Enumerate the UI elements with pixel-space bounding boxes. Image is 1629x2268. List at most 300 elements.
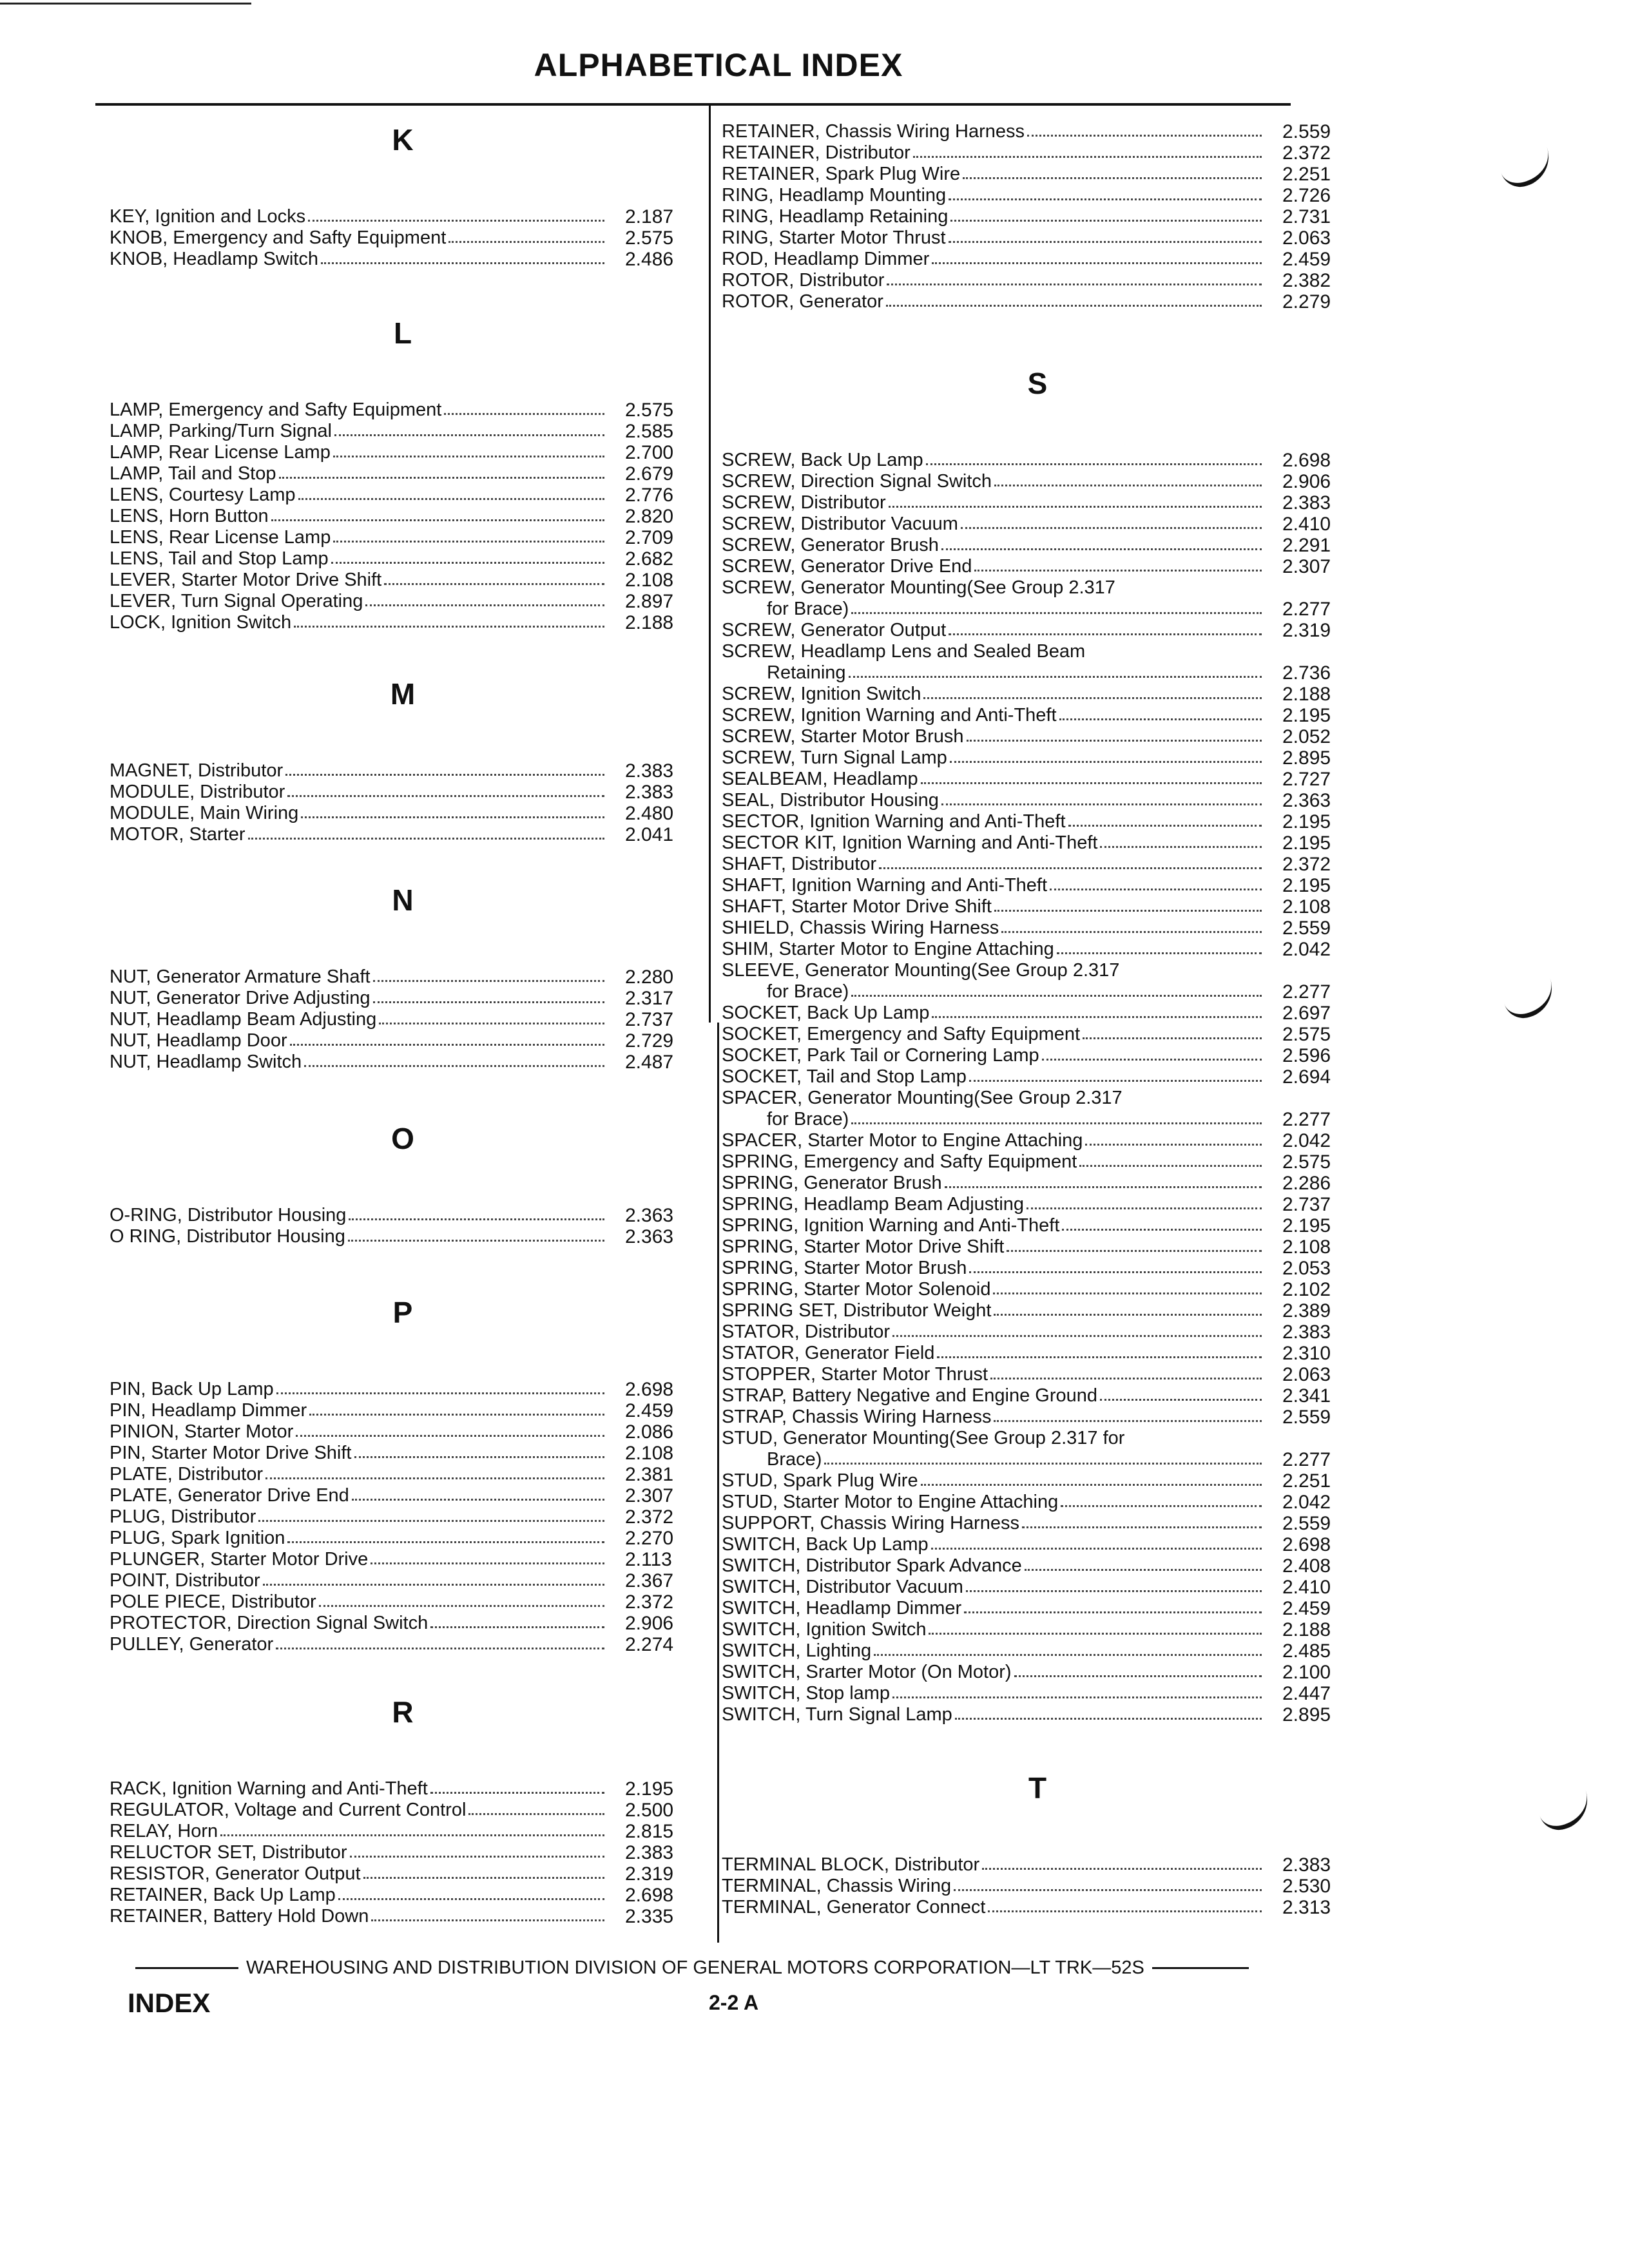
entry-label: SCREW, Generator Output — [722, 620, 947, 640]
index-entry — [722, 556, 1353, 577]
entry-label: SPRING, Starter Motor Drive Shift — [722, 1236, 1005, 1257]
entry-page-number: 2.410 — [1282, 514, 1331, 535]
entry-page-number: 2.277 — [1282, 981, 1331, 1003]
index-entry — [722, 620, 1353, 641]
entry-page-number: 2.697 — [1282, 1003, 1331, 1024]
leader-dots — [926, 463, 1262, 465]
entry-label: SOCKET, Back Up Lamp — [722, 1003, 930, 1023]
leader-dots — [963, 177, 1262, 179]
leader-dots — [1079, 1164, 1262, 1167]
entry-label: for Brace) — [767, 599, 849, 619]
index-entry — [722, 121, 1353, 142]
entry-label: STATOR, Distributor — [722, 1321, 891, 1342]
entry-label: TERMINAL BLOCK, Distributor — [722, 1854, 980, 1875]
index-entry — [110, 1528, 696, 1549]
entry-label: MOTOR, Starter — [110, 824, 246, 845]
leader-dots — [1007, 1249, 1262, 1252]
entry-page-number: 2.709 — [625, 527, 674, 548]
entry-page-number: 2.776 — [625, 485, 674, 506]
leader-dots — [849, 675, 1262, 678]
entry-page-number: 2.383 — [625, 760, 674, 782]
entry-label: SCREW, Distributor — [722, 492, 886, 513]
leader-dots — [889, 505, 1262, 508]
entry-label: SECTOR, Ignition Warning and Anti-Theft — [722, 811, 1066, 832]
entry-page-number: 2.485 — [1282, 1640, 1331, 1662]
leader-dots — [350, 1855, 605, 1858]
entry-label: SPRING, Headlamp Beam Adjusting — [722, 1194, 1025, 1215]
entry-label: PLATE, Generator Drive End — [110, 1485, 349, 1506]
entry-page-number: 2.274 — [625, 1634, 674, 1655]
index-entry — [722, 1876, 1353, 1897]
leader-dots — [931, 1547, 1262, 1550]
entry-label: SCREW, Direction Signal Switch — [722, 471, 992, 492]
index-section — [722, 1771, 1353, 1918]
leader-dots — [373, 1001, 604, 1003]
leader-dots — [444, 412, 604, 415]
entry-page-number: 2.383 — [625, 782, 674, 803]
column-divider — [717, 1023, 719, 1943]
leader-dots — [969, 1079, 1262, 1082]
leader-dots — [932, 262, 1262, 264]
section-letter: P — [392, 1296, 413, 1329]
leader-dots — [990, 1377, 1262, 1379]
entry-label: TERMINAL, Generator Connect — [722, 1897, 986, 1917]
leader-dots — [384, 582, 604, 585]
entry-label: SCREW, Distributor Vacuum — [722, 514, 958, 534]
entry-label: NUT, Headlamp Beam Adjusting — [110, 1009, 377, 1030]
entry-page-number: 2.251 — [1282, 1470, 1331, 1492]
entry-page-number: 2.820 — [625, 506, 674, 527]
index-entry — [110, 782, 696, 803]
entry-page-number: 2.575 — [1282, 1151, 1331, 1173]
leader-dots — [1050, 888, 1262, 890]
leader-dots — [373, 979, 604, 982]
index-entry — [110, 1205, 696, 1226]
index-entry — [722, 1619, 1353, 1640]
index-entry — [110, 527, 696, 548]
entry-page-number: 2.700 — [625, 442, 674, 463]
entry-label: SPRING, Starter Motor Brush — [722, 1258, 967, 1278]
index-entry — [110, 442, 696, 463]
entry-page-number: 2.063 — [1282, 227, 1331, 249]
leader-dots — [1118, 592, 1262, 593]
index-entry — [110, 1421, 696, 1443]
index-entry — [722, 1577, 1353, 1598]
entry-page-number: 2.736 — [1282, 662, 1331, 684]
entry-label: SOCKET, Emergency and Safty Equipment — [722, 1024, 1081, 1044]
leader-dots — [967, 739, 1262, 742]
top-edge-rule — [0, 3, 251, 5]
entry-page-number: 2.307 — [1282, 556, 1331, 577]
leader-dots — [961, 526, 1262, 529]
index-entry — [722, 1492, 1353, 1513]
leader-dots — [287, 794, 604, 797]
entry-label: SCREW, Turn Signal Lamp — [722, 747, 947, 768]
entry-label: Retaining — [767, 662, 846, 683]
entry-label: MAGNET, Distributor — [110, 760, 284, 781]
entry-page-number: 2.195 — [1282, 705, 1331, 726]
leader-dots — [932, 1015, 1262, 1018]
leader-dots — [1100, 845, 1262, 848]
entry-label: KEY, Ignition and Locks — [110, 206, 306, 227]
entry-page-number: 2.698 — [1282, 1534, 1331, 1555]
entry-label: PIN, Starter Motor Drive Shift — [110, 1443, 352, 1463]
leader-dots — [1042, 1058, 1262, 1061]
section-letter: R — [392, 1695, 414, 1729]
leader-dots — [1014, 1675, 1262, 1677]
leader-dots — [923, 697, 1262, 699]
index-entry — [722, 1364, 1353, 1385]
entry-label: SWITCH, Headlamp Dimmer — [722, 1598, 962, 1619]
entry-label: SWITCH, Ignition Switch — [722, 1619, 927, 1640]
entry-label: SWITCH, Turn Signal Lamp — [722, 1704, 952, 1725]
leader-dots — [290, 1043, 604, 1046]
index-entry — [110, 1863, 696, 1885]
leader-dots — [874, 1653, 1262, 1656]
leader-dots — [309, 1413, 604, 1416]
leader-dots — [1068, 824, 1262, 827]
binder-mark — [1537, 1791, 1595, 1835]
index-entry — [110, 249, 696, 270]
index-entry — [722, 1130, 1353, 1151]
index-entry — [110, 485, 696, 506]
entry-label: RESISTOR, Generator Output — [110, 1863, 361, 1884]
leader-dots — [371, 1562, 604, 1564]
index-section — [722, 366, 1353, 1725]
leader-dots — [824, 1462, 1262, 1465]
index-section — [110, 1121, 696, 1247]
entry-page-number: 2.372 — [1282, 142, 1331, 164]
index-entry — [722, 811, 1353, 832]
index-entry — [110, 463, 696, 485]
entry-page-number: 2.277 — [1282, 1449, 1331, 1470]
entry-page-number: 2.277 — [1282, 1109, 1331, 1130]
entry-label: STUD, Starter Motor to Engine Attaching — [722, 1492, 1059, 1512]
entry-label: SOCKET, Tail and Stop Lamp — [722, 1066, 967, 1087]
entry-page-number: 2.195 — [1282, 875, 1331, 896]
entry-label: RETAINER, Distributor — [722, 142, 911, 163]
leader-dots — [354, 1456, 605, 1458]
entry-label: MODULE, Distributor — [110, 782, 285, 802]
entry-label: SWITCH, Distributor Spark Advance — [722, 1555, 1022, 1576]
entry-label: PULLEY, Generator — [110, 1634, 274, 1655]
entry-page-number: 2.042 — [1282, 939, 1331, 960]
entry-label: Brace) — [767, 1449, 822, 1470]
entry-page-number: 2.313 — [1282, 1897, 1331, 1918]
leader-dots — [937, 1356, 1262, 1358]
entry-page-number: 2.731 — [1282, 206, 1331, 227]
leader-dots — [265, 1477, 604, 1479]
entry-page-number: 2.459 — [1282, 249, 1331, 270]
index-entry — [722, 1598, 1353, 1619]
leader-dots — [950, 219, 1262, 222]
entry-label: NUT, Generator Drive Adjusting — [110, 988, 371, 1008]
index-entry — [722, 1279, 1353, 1300]
entry-label: SEALBEAM, Headlamp — [722, 769, 918, 789]
leader-dots — [333, 455, 604, 457]
entry-page-number: 2.897 — [625, 591, 674, 612]
entry-page-number: 2.480 — [625, 803, 674, 824]
index-entry — [722, 684, 1353, 705]
index-entry — [722, 1449, 1353, 1470]
footer-rule — [135, 1967, 238, 1969]
index-section — [110, 677, 696, 845]
entry-label: for Brace) — [767, 981, 849, 1002]
index-entry — [722, 164, 1353, 185]
leader-dots — [886, 304, 1262, 307]
entry-label: PIN, Headlamp Dimmer — [110, 1400, 307, 1421]
entry-page-number: 2.279 — [1282, 291, 1331, 312]
entry-page-number: 2.341 — [1282, 1385, 1331, 1407]
entry-page-number: 2.459 — [1282, 1598, 1331, 1619]
leader-dots — [974, 569, 1262, 572]
leader-dots — [468, 1812, 604, 1815]
entry-page-number: 2.906 — [1282, 471, 1331, 492]
entry-label: LENS, Tail and Stop Lamp — [110, 548, 329, 569]
entry-label: RETAINER, Chassis Wiring Harness — [722, 121, 1025, 142]
entry-label: O RING, Distributor Housing — [110, 1226, 345, 1247]
entry-label: SCREW, Generator Drive End — [722, 556, 972, 577]
index-entry — [722, 854, 1353, 875]
leader-dots — [321, 262, 604, 264]
footer-division-line — [128, 1957, 1333, 1979]
section-letter: T — [1028, 1771, 1047, 1805]
entry-label: REGULATOR, Voltage and Current Control — [110, 1800, 467, 1820]
leader-dots — [929, 1632, 1262, 1635]
entry-page-number: 2.382 — [1282, 270, 1331, 291]
index-entry — [722, 492, 1353, 514]
section-letter: M — [390, 677, 416, 711]
leader-dots — [994, 484, 1262, 486]
entry-page-number: 2.487 — [625, 1052, 674, 1073]
leader-dots — [304, 1064, 604, 1067]
leader-dots — [430, 1791, 604, 1794]
entry-page-number: 2.486 — [625, 249, 674, 270]
footer-section-label: INDEX — [128, 1988, 211, 2018]
entry-page-number: 2.310 — [1282, 1343, 1331, 1364]
entry-page-number: 2.381 — [625, 1464, 674, 1485]
entry-page-number: 2.335 — [625, 1906, 674, 1927]
entry-page-number: 2.383 — [1282, 1854, 1331, 1876]
entry-page-number: 2.286 — [1282, 1173, 1331, 1194]
index-entry — [110, 1009, 696, 1030]
index-section — [110, 883, 696, 1073]
leader-dots — [969, 1271, 1262, 1273]
footer-page-number: 2-2 A — [709, 1991, 759, 2014]
entry-label: SECTOR KIT, Ignition Warning and Anti-Theft — [722, 832, 1098, 853]
entry-page-number: 2.895 — [1282, 1704, 1331, 1725]
entry-page-number: 2.383 — [625, 1842, 674, 1863]
entry-page-number: 2.408 — [1282, 1555, 1331, 1577]
entry-label: PLUG, Distributor — [110, 1506, 256, 1527]
entry-page-number: 2.682 — [625, 548, 674, 570]
entry-page-number: 2.389 — [1282, 1300, 1331, 1321]
index-entry — [722, 206, 1353, 227]
entry-label: SPACER, Starter Motor to Engine Attaching — [722, 1130, 1083, 1151]
leader-dots — [1027, 134, 1262, 137]
leader-dots — [1027, 1207, 1262, 1209]
leader-dots — [945, 1186, 1262, 1188]
entry-page-number: 2.251 — [1282, 164, 1331, 185]
leader-dots — [1025, 1568, 1262, 1571]
index-entry — [722, 1321, 1353, 1343]
index-entry — [722, 249, 1353, 270]
leader-dots — [964, 1611, 1262, 1613]
entry-label: ROTOR, Generator — [722, 291, 883, 312]
entry-page-number: 2.108 — [1282, 1236, 1331, 1258]
entry-page-number: 2.063 — [1282, 1364, 1331, 1385]
binder-mark — [1498, 148, 1557, 192]
entry-page-number: 2.363 — [625, 1205, 674, 1226]
index-entry — [110, 803, 696, 824]
index-entry — [722, 1343, 1353, 1364]
entry-page-number: 2.694 — [1282, 1066, 1331, 1088]
index-entry — [722, 832, 1353, 854]
entry-label: TERMINAL, Chassis Wiring — [722, 1876, 952, 1896]
entry-page-number: 2.195 — [1282, 811, 1331, 832]
entry-label: LEVER, Turn Signal Operating — [110, 591, 363, 611]
entry-label: SCREW, Generator Brush — [722, 535, 939, 555]
index-entry — [722, 981, 1353, 1003]
index-entry — [722, 270, 1353, 291]
entry-label: PLATE, Distributor — [110, 1464, 263, 1485]
entry-page-number: 2.585 — [625, 421, 674, 442]
entry-label: RING, Starter Motor Thrust — [722, 227, 946, 248]
index-entry — [110, 1485, 696, 1506]
index-entry — [722, 1407, 1353, 1428]
footer-rule — [1152, 1967, 1249, 1969]
entry-page-number: 2.459 — [625, 1400, 674, 1421]
index-entry — [722, 599, 1353, 620]
entry-page-number: 2.737 — [1282, 1194, 1331, 1215]
leader-dots — [1062, 1228, 1262, 1231]
index-entry — [722, 875, 1353, 896]
index-entry — [110, 1800, 696, 1821]
entry-page-number: 2.195 — [1282, 832, 1331, 854]
entry-page-number: 2.108 — [1282, 896, 1331, 918]
entry-page-number: 2.317 — [625, 988, 674, 1009]
index-entry — [722, 1003, 1353, 1024]
entry-page-number: 2.698 — [1282, 450, 1331, 471]
index-section — [110, 1695, 696, 1927]
entry-label: SHAFT, Distributor — [722, 854, 877, 874]
entry-page-number: 2.729 — [625, 1030, 674, 1052]
entry-page-number: 2.530 — [1282, 1876, 1331, 1897]
index-entry — [722, 1555, 1353, 1577]
index-entry — [722, 1045, 1353, 1066]
section-letter: S — [1027, 367, 1048, 400]
index-entry — [722, 227, 1353, 249]
entry-label: SWITCH, Distributor Vacuum — [722, 1577, 963, 1597]
entry-label: SCREW, Ignition Switch — [722, 684, 921, 704]
leader-dots — [301, 816, 604, 818]
leader-dots — [994, 909, 1262, 912]
leader-dots — [1125, 1102, 1262, 1103]
entry-label: SPRING, Starter Motor Solenoid — [722, 1279, 991, 1300]
index-entry — [722, 1683, 1353, 1704]
leader-dots — [285, 773, 604, 776]
leader-dots — [333, 540, 604, 543]
index-entry — [722, 1428, 1353, 1449]
index-entry — [722, 1534, 1353, 1555]
index-section — [722, 121, 1353, 312]
entry-page-number: 2.108 — [625, 570, 674, 591]
entry-label: STATOR, Generator Field — [722, 1343, 935, 1363]
index-entry — [110, 1885, 696, 1906]
entry-label: SCREW, Starter Motor Brush — [722, 726, 964, 747]
leader-dots — [954, 1888, 1262, 1891]
index-entry — [722, 1640, 1353, 1662]
leader-dots — [271, 519, 604, 521]
entry-label: LOCK, Ignition Switch — [110, 612, 292, 633]
leader-dots — [988, 1910, 1262, 1912]
index-entry — [722, 939, 1353, 960]
index-entry — [722, 641, 1353, 662]
leader-dots — [334, 434, 604, 436]
entry-page-number: 2.372 — [1282, 854, 1331, 875]
leader-dots — [966, 1590, 1262, 1592]
entry-label: SHIELD, Chassis Wiring Harness — [722, 918, 999, 938]
index-entry — [722, 790, 1353, 811]
index-entry — [110, 1400, 696, 1421]
index-entry — [722, 1066, 1353, 1088]
index-entry — [722, 918, 1353, 939]
entry-label: NUT, Headlamp Switch — [110, 1052, 302, 1072]
index-entry — [110, 824, 696, 845]
index-entry — [110, 1591, 696, 1613]
entry-page-number: 2.815 — [625, 1821, 674, 1842]
leader-dots — [879, 867, 1262, 869]
index-entry — [722, 471, 1353, 492]
leader-dots — [348, 1239, 604, 1242]
entry-label: MODULE, Main Wiring — [110, 803, 299, 823]
leader-dots — [220, 1834, 604, 1836]
entry-label: SPRING, Ignition Warning and Anti-Theft — [722, 1215, 1060, 1236]
leader-dots — [949, 633, 1262, 635]
entry-page-number: 2.575 — [625, 227, 674, 249]
entry-page-number: 2.187 — [625, 206, 674, 227]
index-entry — [110, 1052, 696, 1073]
leader-dots — [892, 1696, 1262, 1698]
leader-dots — [1083, 1037, 1262, 1039]
index-entry — [110, 1030, 696, 1052]
entry-page-number: 2.367 — [625, 1570, 674, 1591]
entry-page-number: 2.291 — [1282, 535, 1331, 556]
entry-label: LEVER, Starter Motor Drive Shift — [110, 570, 382, 590]
section-letter: K — [392, 123, 414, 157]
entry-label: LENS, Rear License Lamp — [110, 527, 331, 548]
leader-dots — [258, 1519, 604, 1522]
index-entry — [110, 1464, 696, 1485]
entry-label: POINT, Distributor — [110, 1570, 260, 1591]
leader-dots — [276, 1392, 604, 1394]
leader-dots — [949, 240, 1262, 243]
entry-page-number: 2.383 — [1282, 492, 1331, 514]
entry-page-number: 2.086 — [625, 1421, 674, 1443]
entry-label: ROTOR, Distributor — [722, 270, 885, 291]
footer-division-text: WAREHOUSING AND DISTRIBUTION DIVISION OF GENERAL MOTORS CORPORATION—LT TRK—52S — [246, 1957, 1144, 1978]
index-entry — [722, 1258, 1353, 1279]
leader-dots — [955, 1717, 1262, 1720]
index-entry — [722, 1897, 1353, 1918]
index-entry — [722, 1151, 1353, 1173]
index-entry — [110, 206, 696, 227]
entry-label: PIN, Back Up Lamp — [110, 1379, 274, 1399]
page-title: ALPHABETICAL INDEX — [534, 47, 903, 83]
leader-dots — [287, 1541, 604, 1543]
entry-label: RING, Headlamp Mounting — [722, 185, 947, 206]
leader-dots — [1088, 656, 1262, 657]
